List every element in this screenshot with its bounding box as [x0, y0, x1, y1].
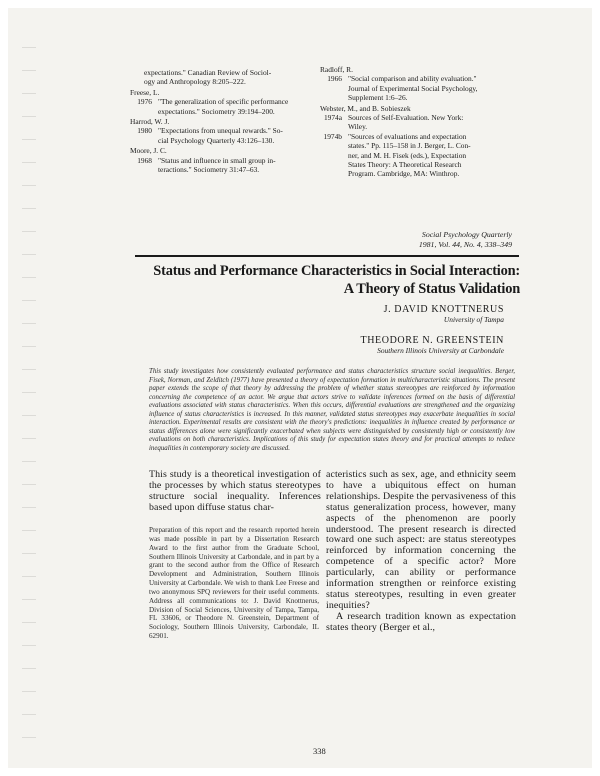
abstract: This study investigates how consistently evaluated performance and status characteristics structure social inequalities. Berger, Fisek, Norman, and Zelditch (1977) have presented a theory of expectation formation in multicharacteristic situations. The present paper extends the scope of that theory by addressing the problem of whether status stereotypes are reinforced by information concerning the competence of an actor. We argue that actors strive to validate inferences formed on the basis of differential evaluations associated with status characteristics. When this occurs, differential evaluations are strengthened and the organizing influence of status characteristics is increased. In this manner, validated status stereotypes may exacerbate inequalities in social interaction. Experimental results are consistent with the theory's predictions: inequalities in influence created by performance or status differences alone were significantly exacerbated when subjects were distinguished by consistently high or consistently low evaluations on both characteristics. Implications of this study for expectation states theory and for practical attempts to reduce inequalities in contemporary society are discussed.	[149, 368, 515, 452]
reference-text	[158, 126, 320, 145]
author-name: THEODORE N. GREENSTEIN	[360, 335, 504, 346]
reference-line: ogy and Anthropology 8:205–222.	[144, 77, 246, 87]
body-paragraph: acteristics such as sex, age, and ethnicity seem to have a ubiquitous effect on human relationships. Despite the pervasiveness of this status generalization process, however, many aspects of the phenomenon are poorly understood. The present research is directed toward one such aspect: are status stereotypes reinforced by information concerning the competence of a specific actor? More particularly, can ability or performance information strengthen or reinforce existing status stereotypes, resulting in even greater inequities?	[326, 469, 516, 611]
reference-year: 1980	[137, 126, 152, 136]
reference-line: Journal of Experimental Social Psychology,	[348, 83, 478, 93]
reference-year: 1976	[137, 97, 152, 107]
journal-citation	[364, 230, 512, 249]
reference-line: teractions." Sociometry 31:47–63.	[158, 165, 260, 175]
body-right-column	[326, 470, 516, 634]
reference-line: Sources of Self-Evaluation. New York:	[348, 113, 464, 123]
reference-line: cial Psychology Quarterly 43:126–130.	[158, 135, 275, 145]
article-title	[134, 262, 520, 298]
reference-line: "Social comparison and ability evaluation."	[348, 74, 477, 84]
reference-line: Wiley.	[348, 122, 368, 132]
reference-line: "Status and influence in small group in-	[158, 155, 276, 165]
references-right-column	[320, 64, 490, 179]
reference-text	[158, 156, 320, 175]
header-rule	[135, 255, 519, 257]
reference-line: "Sources of evaluations and expectation	[348, 131, 467, 141]
body-paragraph: A research tradition known as expectation states theory (Berger et al.,	[326, 610, 516, 633]
reference-author: Harrod, W. J.	[130, 117, 170, 127]
author-name: J. DAVID KNOTTNERUS	[383, 304, 504, 315]
reference-line: "The generalization of specific performance	[158, 97, 289, 107]
title-line: A Theory of Status Validation	[343, 281, 520, 297]
reference-line: ner, and M. H. Fisek (eds.), Expectation	[348, 150, 467, 160]
reference-author: Webster, M., and B. Sobieszek	[320, 103, 411, 113]
reference-entry	[130, 126, 320, 145]
title-line: Status and Performance Characteristics in Social Interaction:	[153, 263, 520, 279]
reference-text	[158, 97, 320, 116]
reference-text	[348, 113, 490, 132]
author-block	[361, 335, 504, 355]
reference-year: 1974b	[323, 131, 342, 141]
reference-entry	[130, 97, 320, 116]
reference-line: Program. Cambridge, MA: Winthrop.	[348, 169, 460, 179]
reference-line: States Theory: A Theoretical Research	[348, 160, 462, 170]
reference-author: Freese, L.	[130, 87, 160, 97]
reference-year: 1974a	[323, 113, 342, 123]
references-left-column	[130, 68, 320, 174]
page-number: 338	[313, 746, 326, 756]
scan-margin-artifact	[22, 38, 36, 738]
reference-year: 1966	[327, 74, 342, 84]
reference-line: Supplement 1:6–26.	[348, 93, 408, 103]
acknowledgement-footnote: Preparation of this report and the research reported herein was made possible in part by a Dissertation Research Award to the first author from the Graduate School, Southern Illinois University at Carbondale, and in part by a grant to the second author from the Office of Research Development and Administration, Southern Illinois University at Carbondale. We wish to thank Lee Freese and two anonymous SPQ reviewers for their useful comments. Address all communications to: J. David Knottnerus, Division of Social Sciences, University of Tampa, Tampa, FL 33606, or Theodore N. Greenstein, Department of Sociology, Southern Illinois University, Carbondale, IL 62901.	[149, 526, 319, 641]
reference-line: expectations." Sociometry 39:194–200.	[158, 106, 275, 116]
body-left-intro: This study is a theoretical investigation of the processes by which status stereotypes structure social inequality. Inferences based upon diffuse status char-	[149, 469, 321, 513]
journal-page	[8, 8, 592, 768]
author-affiliation: Southern Illinois University at Carbondale	[377, 346, 504, 355]
reference-entry	[320, 74, 490, 102]
reference-author: Moore, J. C.	[130, 146, 167, 156]
author-affiliation: University of Tampa	[443, 315, 504, 324]
reference-continuation	[130, 68, 320, 87]
reference-year: 1968	[137, 155, 152, 165]
reference-text	[348, 132, 490, 179]
reference-line: expectations." Canadian Review of Sociol-	[144, 68, 272, 77]
journal-issue: 1981, Vol. 44, No. 4, 338–349	[418, 239, 512, 249]
reference-entry	[320, 132, 490, 179]
reference-line: "Expectations from unequal rewards." So-	[158, 126, 283, 136]
reference-entry	[130, 156, 320, 175]
journal-name: Social Psychology Quarterly	[421, 230, 512, 239]
author-block	[384, 304, 504, 324]
reference-line: states." Pp. 115–158 in J. Berger, L. Con-	[348, 141, 471, 151]
reference-text	[348, 74, 490, 102]
reference-entry	[320, 113, 490, 132]
reference-author: Radloff, R.	[320, 65, 353, 74]
